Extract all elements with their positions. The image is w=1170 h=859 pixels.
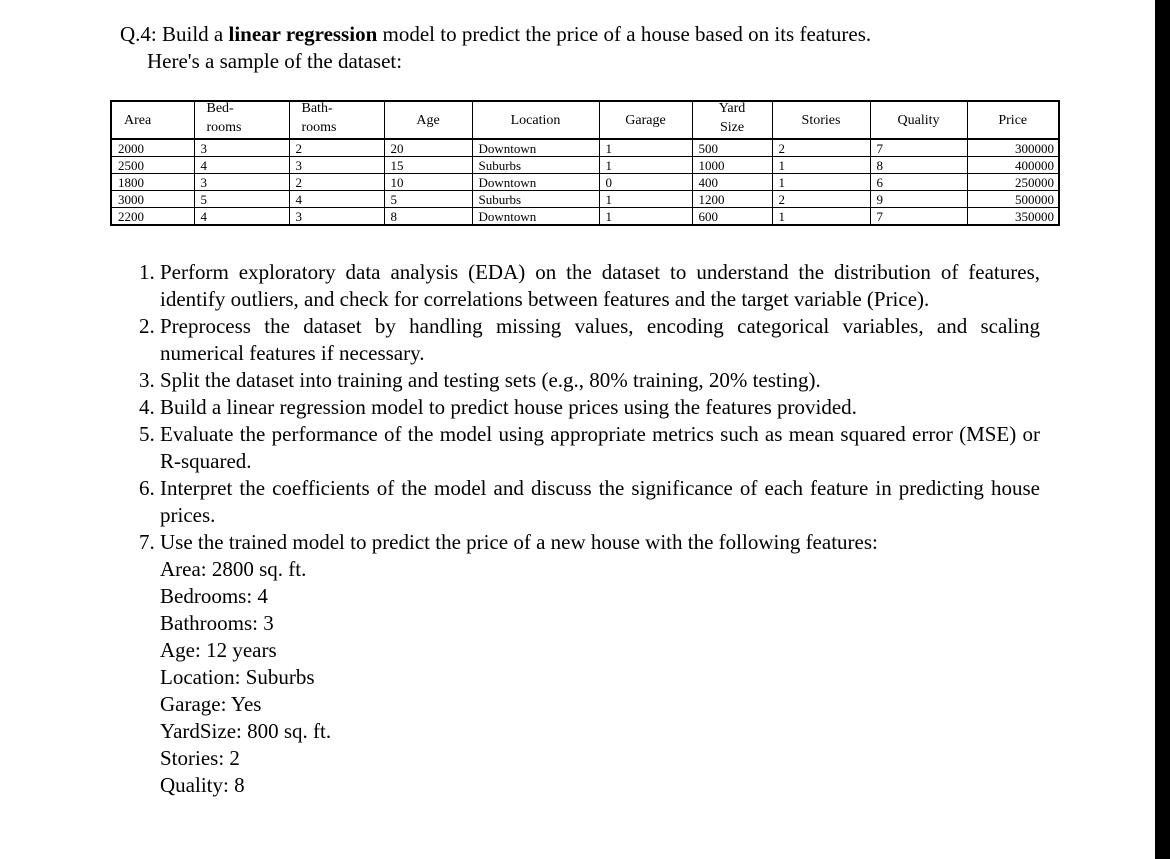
table-cell: 2500 (111, 157, 194, 174)
table-cell: 400000 (967, 157, 1059, 174)
question-prefix: Q.4: Build a (120, 22, 229, 46)
task-item (160, 475, 1040, 529)
table-cell: 5 (384, 191, 472, 208)
feature-line: Age: 12 years (160, 638, 277, 662)
table-cell: 0 (599, 174, 692, 191)
table-cell: 9 (870, 191, 967, 208)
column-header (692, 101, 772, 139)
table-row (111, 191, 1059, 208)
task-item (160, 394, 1040, 421)
table-cell: 7 (870, 208, 967, 226)
table-cell: 20 (384, 139, 472, 157)
feature-line: Bedrooms: 4 (160, 584, 268, 608)
table-cell: 8 (870, 157, 967, 174)
task-text: 2. Preprocess the dataset by handling missing values, encoding categorical variables, and scaling numerical features if necessary. (160, 314, 1040, 365)
column-header (870, 101, 967, 139)
column-header-line2: Size (719, 120, 745, 135)
table-cell: 1 (599, 191, 692, 208)
table-cell: 3 (289, 208, 384, 226)
feature-line: Bathrooms: 3 (160, 611, 274, 635)
table-cell: 3 (194, 174, 289, 191)
feature-line: Garage: Yes (160, 692, 262, 716)
table-cell: 2200 (111, 208, 194, 226)
column-header-line1: Bed- (206, 101, 234, 116)
table-cell: 5 (194, 191, 289, 208)
column-header-line2: rooms (301, 120, 337, 135)
dataset-table (110, 100, 1060, 226)
table-cell: 3 (194, 139, 289, 157)
table-cell: Downtown (472, 208, 599, 226)
table-cell: 300000 (967, 139, 1059, 157)
table-row (111, 174, 1059, 191)
feature-line: Stories: 2 (160, 746, 240, 770)
table-cell: 250000 (967, 174, 1059, 191)
task-item (160, 367, 1040, 394)
column-header (599, 101, 692, 139)
table-cell: 2000 (111, 139, 194, 157)
table-cell: 15 (384, 157, 472, 174)
column-header-line1: Yard (718, 101, 746, 116)
table-header-row (111, 101, 1059, 139)
column-header (967, 101, 1059, 139)
table-cell: 3 (289, 157, 384, 174)
table-cell: 4 (194, 208, 289, 226)
table-cell: 6 (870, 174, 967, 191)
table-cell: 500000 (967, 191, 1059, 208)
table-cell: Suburbs (472, 157, 599, 174)
task-item (160, 529, 1040, 799)
task-list (120, 259, 1040, 799)
table-row (111, 157, 1059, 174)
column-header-label: Quality (897, 112, 940, 128)
column-header-label: Area (124, 112, 152, 128)
column-header (111, 101, 194, 139)
table-cell: 1 (772, 174, 870, 191)
column-header-label: Garage (625, 112, 666, 128)
column-header (472, 101, 599, 139)
question-subtitle: Here's a sample of the dataset: (147, 49, 403, 73)
column-header (384, 101, 472, 139)
feature-line: Location: Suburbs (160, 665, 315, 689)
task-text: 7. Use the trained model to predict the price of a new house with the following features: (160, 530, 878, 554)
feature-line: Quality: 8 (160, 773, 245, 797)
column-header-label: Age (416, 112, 440, 128)
table-cell: 2 (772, 191, 870, 208)
question-suffix: model to predict the price of a house based on its features. (377, 22, 872, 46)
feature-line: Area: 2800 sq. ft. (160, 557, 307, 581)
column-header-line1: Bath- (301, 101, 333, 116)
table-cell: 2 (289, 139, 384, 157)
question-title (120, 22, 871, 46)
table-cell: 7 (870, 139, 967, 157)
table-cell: 1800 (111, 174, 194, 191)
screen-edge (1155, 0, 1170, 859)
table-cell: 1 (772, 157, 870, 174)
column-header-label: Location (510, 112, 561, 128)
table-body (111, 139, 1059, 225)
column-header (194, 101, 289, 139)
table-cell: 1000 (692, 157, 772, 174)
table-cell: Downtown (472, 139, 599, 157)
table-cell: 8 (384, 208, 472, 226)
task-text: 1. Perform exploratory data analysis (EDA) on the dataset to understand the distribution of features, identify outliers, and check for correlations between features and the target variable (Price). (160, 260, 1040, 311)
table-cell: 2 (289, 174, 384, 191)
feature-line: YardSize: 800 sq. ft. (160, 719, 332, 743)
table-cell: Downtown (472, 174, 599, 191)
table-row (111, 139, 1059, 157)
task-item (160, 313, 1040, 367)
table-cell: 3000 (111, 191, 194, 208)
task-item (160, 421, 1040, 475)
table-cell: 1 (599, 139, 692, 157)
table-row (111, 208, 1059, 226)
task-text: 4. Build a linear regression model to predict house prices using the features provided. (160, 395, 857, 419)
table-cell: 1200 (692, 191, 772, 208)
column-header-line2: rooms (206, 120, 242, 135)
column-header (289, 101, 384, 139)
table-cell: 2 (772, 139, 870, 157)
task-text: 6. Interpret the coefficients of the model and discuss the significance of each feature in predicting house prices. (160, 476, 1040, 527)
table-cell: Suburbs (472, 191, 599, 208)
table-cell: 1 (599, 208, 692, 226)
question-bold-term: linear regression (228, 22, 378, 46)
column-header-label: Price (998, 112, 1028, 128)
column-header (772, 101, 870, 139)
table-cell: 4 (194, 157, 289, 174)
table-cell: 500 (692, 139, 772, 157)
table-cell: 1 (772, 208, 870, 226)
task-item (160, 259, 1040, 313)
table-cell: 600 (692, 208, 772, 226)
column-header-label: Stories (801, 112, 841, 128)
task-text: 5. Evaluate the performance of the model using appropriate metrics such as mean squared error (MSE) or R-squared. (160, 422, 1040, 473)
task-text: 3. Split the dataset into training and testing sets (e.g., 80% training, 20% testing). (160, 368, 821, 392)
table-cell: 1 (599, 157, 692, 174)
table-cell: 10 (384, 174, 472, 191)
table-cell: 350000 (967, 208, 1059, 226)
table-cell: 4 (289, 191, 384, 208)
table-cell: 400 (692, 174, 772, 191)
